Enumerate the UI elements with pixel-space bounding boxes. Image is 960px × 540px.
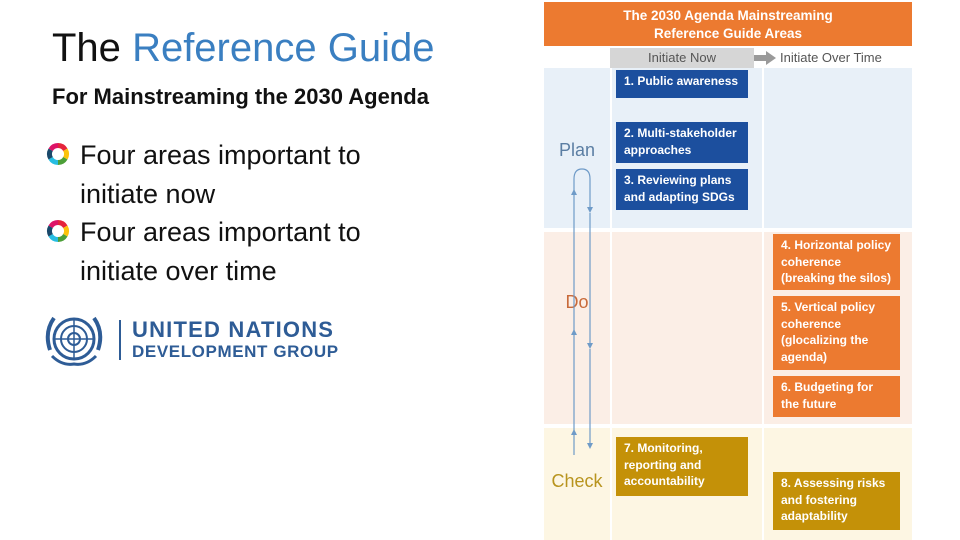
cycle-loop-arrows [556,165,608,455]
bullet-text: Four areas important to initiate over time [80,217,361,286]
diagram-header-line-2: Reference Guide Areas [653,26,803,41]
bullet-item [46,213,446,290]
arrow-right-icon [754,51,776,65]
area-1-box: 1. Public awareness [616,70,748,98]
logo-text [132,318,339,362]
undg-logo [42,310,362,368]
column-divider [610,68,612,540]
logo-line-1: UNITED NATIONS [132,317,335,342]
area-6-box: 6. Budgeting for the future [773,376,900,417]
phase-plan-label: Plan [558,140,596,160]
area-3-box: 3. Reviewing plans and adapting SDGs [616,169,748,210]
diagram-header-line-1: The 2030 Agenda Mainstreaming [623,8,833,23]
column-divider [762,68,764,540]
bullet-text: Four areas important to initiate now [80,140,361,209]
area-2-box: 2. Multi-stakeholder approaches [616,122,748,163]
title-accent: Reference Guide [132,26,435,70]
slide-subtitle: For Mainstreaming the 2030 Agenda [52,84,429,109]
area-4-box: 4. Horizontal policy coherence (breaking the silos) [773,234,900,290]
logo-line-2: DEVELOPMENT GROUP [132,342,339,361]
column-initiate-over-time: Initiate Over Time [780,50,882,65]
un-emblem-icon [42,310,106,368]
reference-guide-diagram [544,0,912,540]
logo-divider [119,320,121,360]
area-5-box: 5. Vertical policy coherence (glocalizing the agenda) [773,296,900,370]
slide-title [52,26,434,71]
column-initiate-now: Initiate Now [610,48,754,68]
diagram-header [544,2,912,46]
phase-do-label: Do [565,292,589,312]
area-8-box: 8. Assessing risks and fostering adaptability [773,472,900,530]
phase-check-label: Check [551,471,603,491]
bullet-item [46,136,446,213]
bullet-list [46,136,446,290]
sdg-wheel-icon [46,142,70,166]
sdg-wheel-icon [46,219,70,243]
area-7-box: 7. Monitoring, reporting and accountability [616,437,748,496]
title-plain: The [52,26,121,70]
